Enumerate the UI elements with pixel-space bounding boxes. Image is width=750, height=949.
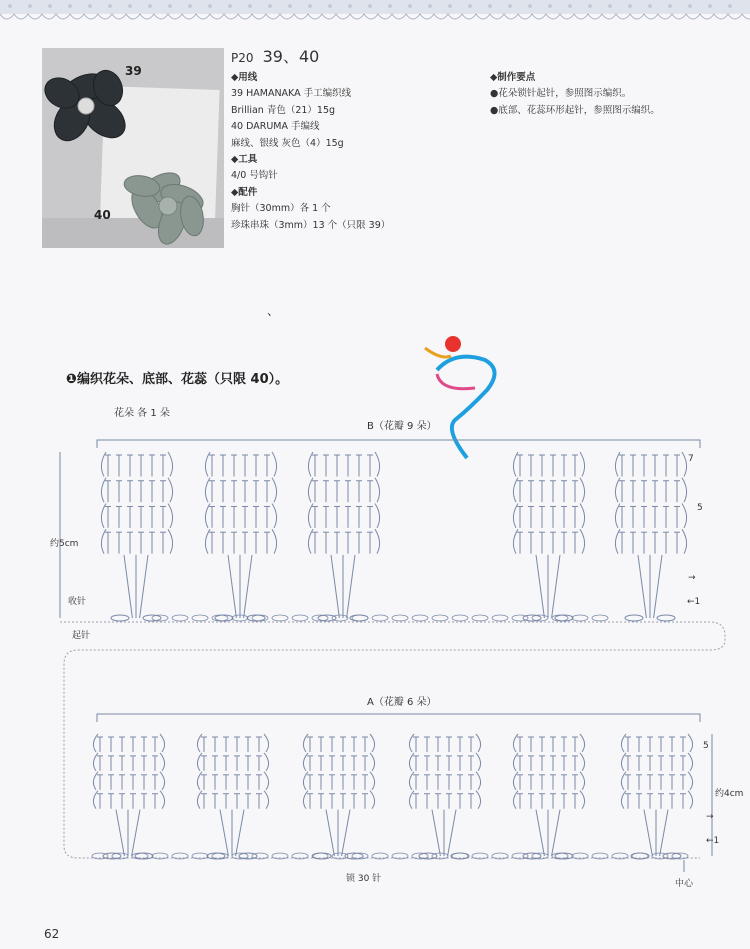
page-reference: P20 — [231, 51, 254, 65]
base-chain — [192, 615, 208, 621]
base-chain — [272, 615, 288, 621]
base-chain — [252, 615, 268, 621]
chain-stitch — [215, 615, 233, 621]
center-label: 中心 — [675, 879, 694, 889]
petal-edge — [682, 529, 687, 553]
petal-stem — [654, 555, 662, 618]
petal-stem — [552, 555, 560, 618]
petal-edge — [168, 529, 173, 553]
base-chain — [352, 615, 368, 621]
petal-edge — [513, 452, 518, 476]
petal-edge — [375, 478, 380, 502]
petal-stem — [342, 810, 350, 856]
base-chain — [472, 615, 488, 621]
petal-edge — [264, 753, 269, 771]
petal-edge — [688, 734, 693, 752]
petal-edge — [580, 772, 585, 790]
base-chain — [372, 615, 388, 621]
petal-edge — [272, 529, 277, 553]
chain-stitch — [111, 615, 129, 621]
petal-edge — [688, 772, 693, 790]
petal-edge — [272, 452, 277, 476]
petal-edge — [160, 734, 165, 752]
petal-edge — [476, 734, 481, 752]
petal-edge — [168, 452, 173, 476]
base-chain — [392, 615, 408, 621]
tip-2: ●底部、花蕊环形起针，参照图示编织。 — [490, 104, 660, 116]
bracket-b — [97, 440, 700, 448]
petal-stem — [347, 555, 355, 618]
row-5-label-b: 5 — [697, 503, 703, 513]
base-chain — [592, 615, 608, 621]
petal-edge — [615, 478, 620, 502]
pattern-title: 39、40 — [262, 47, 320, 66]
petal-edge — [370, 791, 375, 809]
flower-label: 花朵 各 1 朵 — [114, 408, 170, 419]
petal-edge — [308, 529, 313, 553]
petal-stem — [236, 810, 244, 856]
chain-stitch — [555, 615, 573, 621]
petal-edge — [580, 734, 585, 752]
step-title: ❶编织花朵、底部、花蕊（只限 40）。 — [66, 372, 289, 387]
petal-stem — [638, 555, 646, 618]
petal-edge — [513, 529, 518, 553]
petal-edge — [308, 478, 313, 502]
row-1-label-b: ←1 — [687, 597, 701, 607]
tools-heading: ◆工具 — [231, 154, 258, 166]
petal-stem — [244, 555, 252, 618]
height-label-b: 约5cm — [50, 539, 79, 549]
petal-edge — [476, 791, 481, 809]
tools-hook: 4/0 号钩针 — [231, 170, 278, 182]
petal-edge — [308, 452, 313, 476]
base-chain — [332, 615, 348, 621]
petal-edge — [272, 503, 277, 527]
petal-edge — [682, 503, 687, 527]
petal-stem — [228, 555, 236, 618]
page-number: 62 — [44, 927, 60, 941]
petal-stem — [432, 810, 440, 856]
base-chain — [412, 615, 428, 621]
petal-stem — [644, 810, 652, 856]
petal-edge — [513, 478, 518, 502]
petal-edge — [682, 478, 687, 502]
petal-edge — [160, 772, 165, 790]
petal-stem — [448, 810, 456, 856]
petal-edge — [205, 503, 210, 527]
petal-edge — [264, 734, 269, 752]
chain-stitch — [247, 615, 265, 621]
petal-edge — [580, 503, 585, 527]
petal-edge — [101, 452, 106, 476]
yarn-39-detail: Brillian 青色（21）15g — [231, 104, 336, 116]
row-1-label-a: ←1 — [706, 836, 720, 846]
arrow-label-b: → — [688, 573, 696, 583]
photo-label-39: 39 — [125, 64, 142, 78]
petal-edge — [375, 503, 380, 527]
base-chain — [512, 615, 528, 621]
petal-edge — [168, 478, 173, 502]
petal-stem — [331, 555, 339, 618]
petal-stem — [140, 555, 148, 618]
yarn-39: 39 HAMANAKA 手工编织线 — [231, 88, 352, 100]
base-chain — [492, 615, 508, 621]
yarn-40-detail: 麻线、银线 灰色（4）15g — [231, 137, 344, 149]
petal-stem — [220, 810, 228, 856]
base-chain — [552, 615, 568, 621]
petal-edge — [101, 503, 106, 527]
petal-edge — [205, 529, 210, 553]
label-a-petals: A（花瓣 6 朵） — [367, 697, 437, 708]
yarn-40: 40 DARUMA 手编线 — [231, 121, 320, 133]
parts-heading: ◆配件 — [231, 186, 258, 198]
base-chain — [212, 615, 228, 621]
petal-stem — [552, 810, 560, 856]
parts-pin: 胸针（30mm）各 1 个 — [231, 203, 331, 215]
petal-edge — [580, 529, 585, 553]
finish-label: 收针 — [68, 597, 87, 607]
label-b-petals: B（花瓣 9 朵） — [367, 421, 437, 432]
height-label-a: 约4cm — [715, 789, 744, 799]
petal-edge — [205, 478, 210, 502]
petal-edge — [580, 753, 585, 771]
petal-edge — [370, 772, 375, 790]
row-5-label-a: 5 — [703, 741, 709, 751]
base-chain — [172, 615, 188, 621]
tips-heading: ◆制作要点 — [490, 72, 536, 83]
row-7-label: 7 — [688, 454, 694, 464]
start-label: 起针 — [72, 631, 91, 641]
arrow-label-a: → — [706, 812, 714, 822]
petal-edge — [370, 753, 375, 771]
petal-edge — [513, 503, 518, 527]
petal-edge — [205, 452, 210, 476]
petal-edge — [580, 452, 585, 476]
petal-edge — [375, 452, 380, 476]
parts-pearl: 珍珠串珠（3mm）13 个（只限 39） — [231, 219, 391, 231]
petal-edge — [101, 529, 106, 553]
petal-edge — [688, 753, 693, 771]
petal-edge — [615, 452, 620, 476]
yarn-heading: ◆用线 — [231, 72, 258, 83]
bracket-a — [97, 714, 700, 722]
petal-stem — [326, 810, 334, 856]
petal-stem — [132, 810, 140, 856]
petal-edge — [168, 503, 173, 527]
petal-edge — [264, 791, 269, 809]
petal-edge — [688, 791, 693, 809]
base-chain — [432, 615, 448, 621]
petal-edge — [615, 529, 620, 553]
base-chain — [292, 615, 308, 621]
petal-edge — [580, 478, 585, 502]
petal-edge — [272, 478, 277, 502]
petal-edge — [101, 478, 106, 502]
chain-stitch — [657, 615, 675, 621]
base-chain — [572, 615, 588, 621]
petal-edge — [308, 503, 313, 527]
petal-edge — [615, 503, 620, 527]
dotted-path — [60, 622, 725, 858]
petal-edge — [160, 753, 165, 771]
petal-edge — [370, 734, 375, 752]
petal-stem — [116, 810, 124, 856]
tip-1: ●花朵锁针起针，参照图示编织。 — [490, 88, 632, 100]
petal-edge — [580, 791, 585, 809]
petal-edge — [476, 772, 481, 790]
chain-30-label: 锁 30 针 — [346, 874, 382, 884]
petal-stem — [124, 555, 132, 618]
chain-stitch — [625, 615, 643, 621]
petal-edge — [682, 452, 687, 476]
petal-stem — [536, 555, 544, 618]
petal-edge — [160, 791, 165, 809]
punctuation-mark: 、 — [267, 304, 280, 318]
petal-edge — [264, 772, 269, 790]
petal-stem — [536, 810, 544, 856]
petal-edge — [375, 529, 380, 553]
petal-edge — [476, 753, 481, 771]
photo-label-40: 40 — [94, 208, 111, 222]
base-chain — [452, 615, 468, 621]
petal-stem — [660, 810, 668, 856]
